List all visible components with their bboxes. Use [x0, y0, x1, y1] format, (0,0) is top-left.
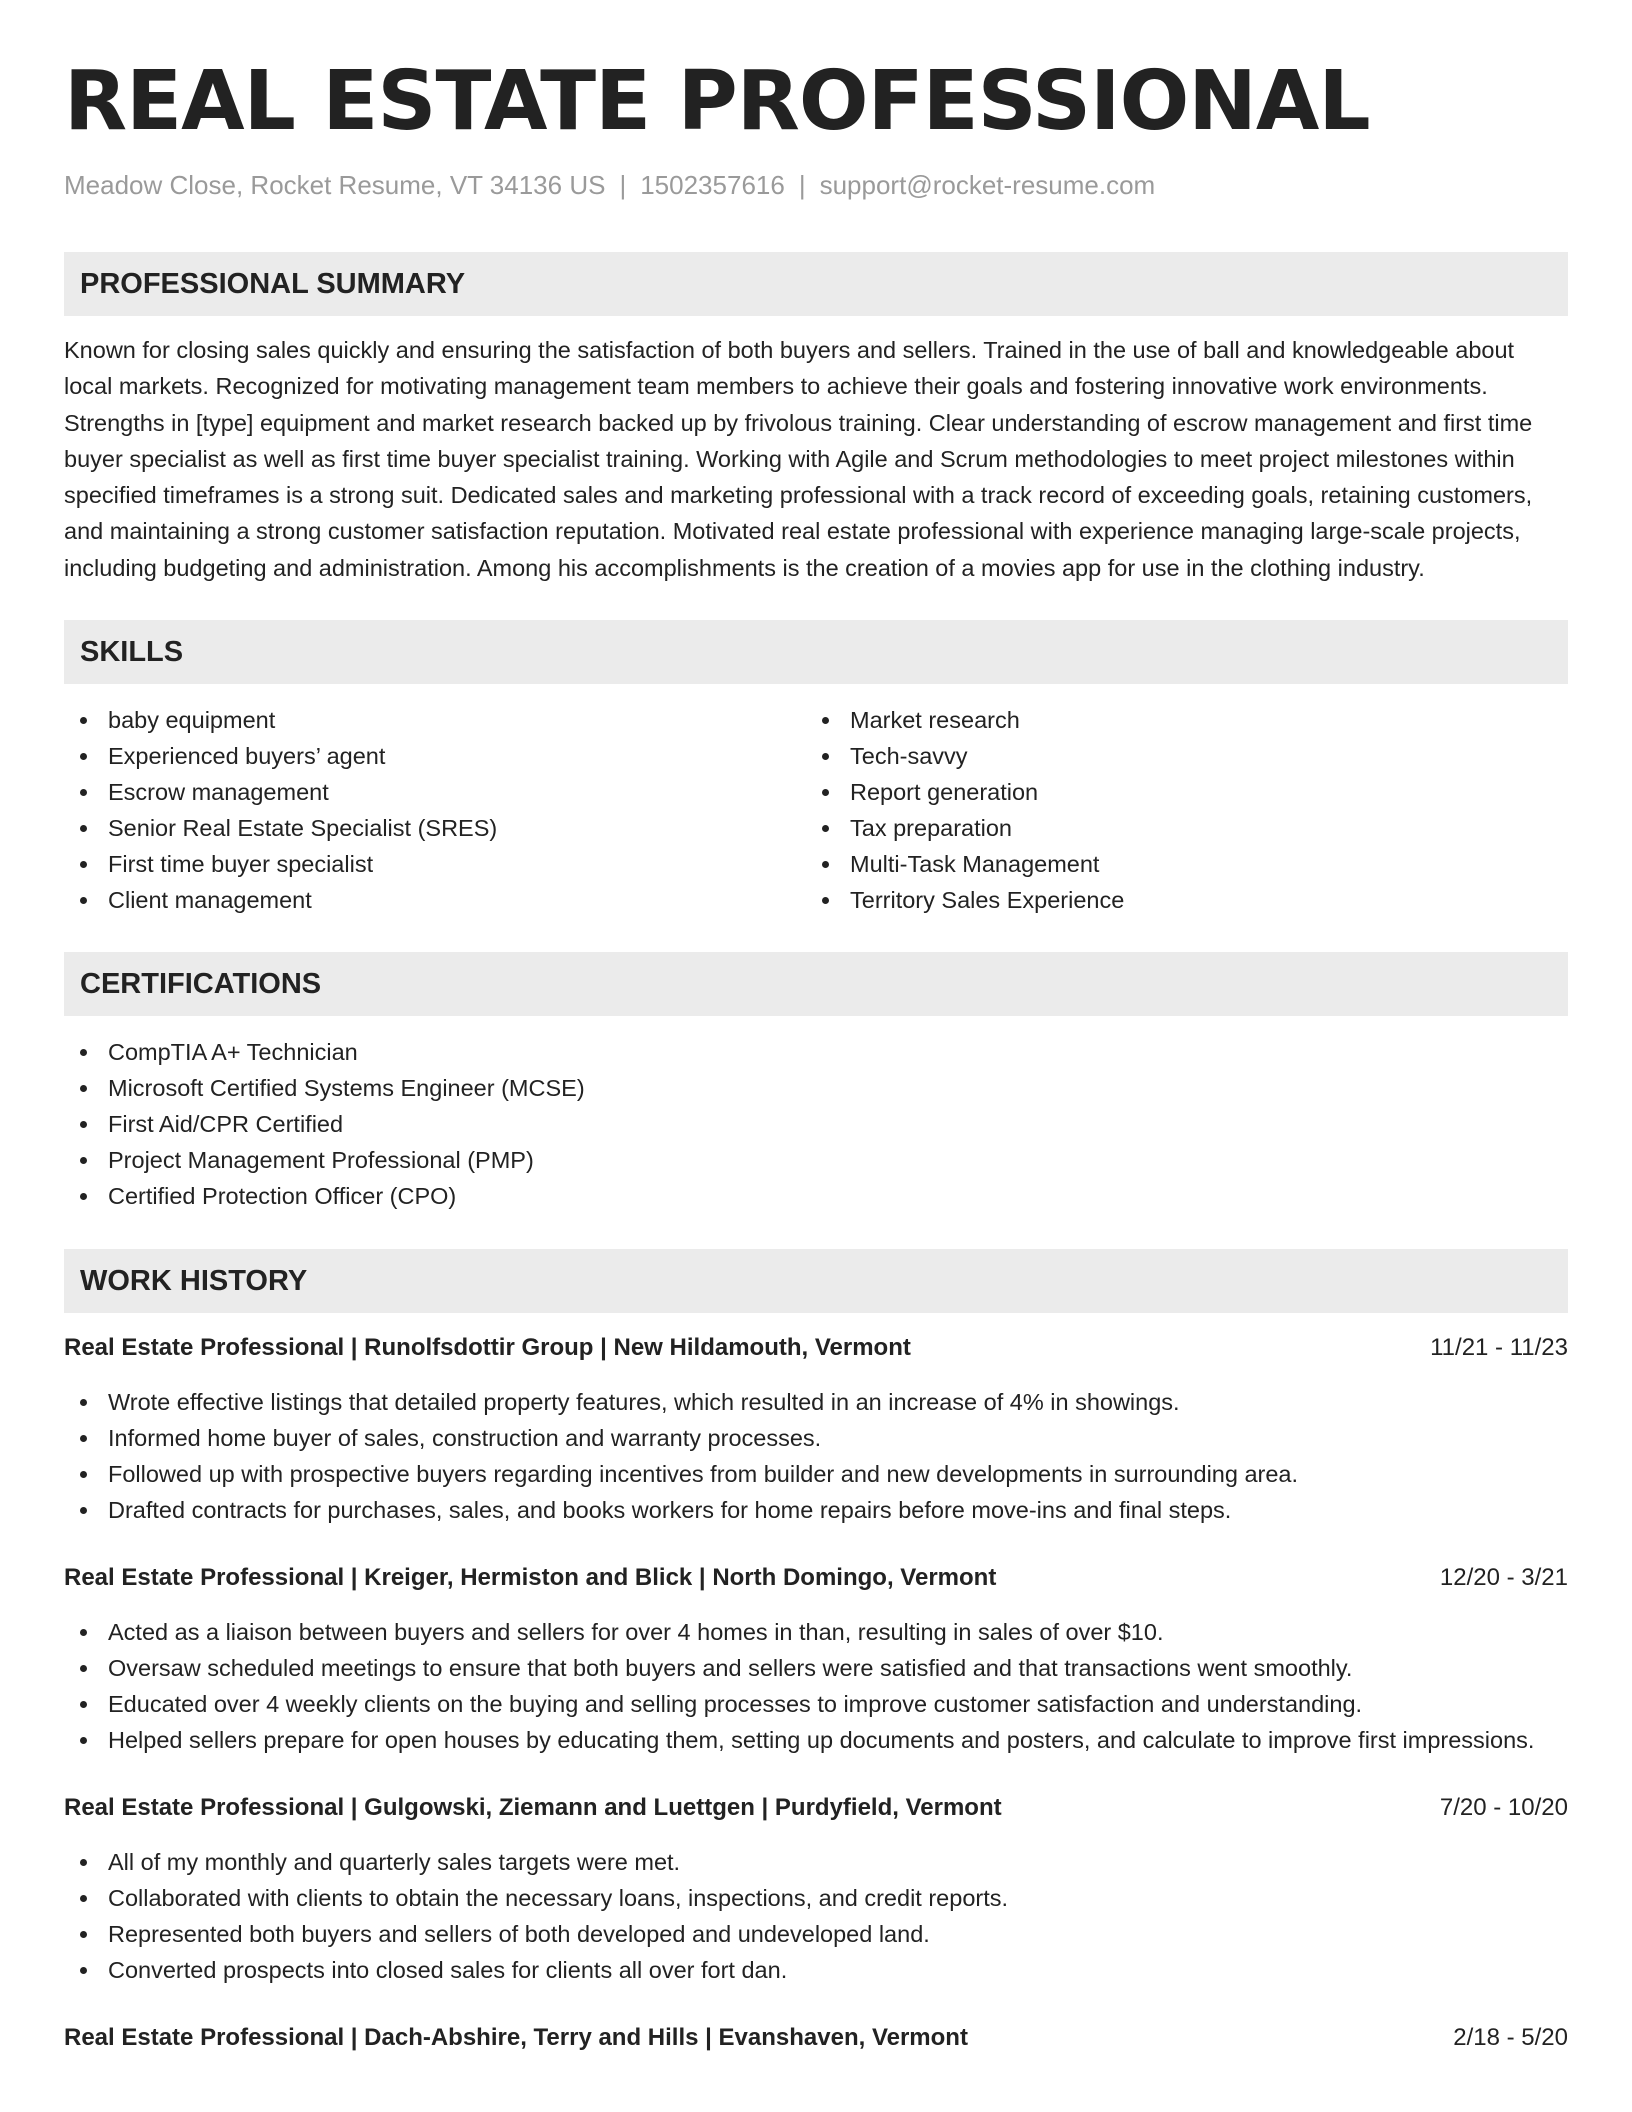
certification-item: First Aid/CPR Certified: [64, 1106, 1568, 1142]
skill-item: Senior Real Estate Specialist (SRES): [64, 810, 806, 846]
certification-item: Project Management Professional (PMP): [64, 1142, 1568, 1178]
job-bullet: Educated over 4 weekly clients on the buying and selling processes to improve customer satisfaction and understanding.: [64, 1686, 1568, 1722]
job-title: Real Estate Professional | Runolfsdottir Group | New Hildamouth, Vermont: [64, 1334, 911, 1362]
skills-list-left: [64, 702, 806, 918]
skills-list-right: [806, 702, 1548, 918]
job-bullet: Drafted contracts for purchases, sales, and books workers for home repairs before move-ins and final steps.: [64, 1492, 1568, 1528]
skills-heading: SKILLS: [64, 620, 1568, 684]
job-entry: [64, 1791, 1568, 1988]
job-bullet: Represented both buyers and sellers of both developed and undeveloped land.: [64, 1916, 1568, 1952]
skill-item: Client management: [64, 882, 806, 918]
skill-item: Report generation: [806, 774, 1548, 810]
certification-item: CompTIA A+ Technician: [64, 1034, 1568, 1070]
job-bullet: Converted prospects into closed sales for clients all over fort dan.: [64, 1952, 1568, 1988]
job-title: Real Estate Professional | Dach-Abshire, Terry and Hills | Evanshaven, Vermont: [64, 2024, 968, 2052]
skill-item: Escrow management: [64, 774, 806, 810]
job-header: [64, 2021, 1568, 2055]
job-bullet: Helped sellers prepare for open houses by educating them, setting up documents and posters, and calculate to improve first impressions.: [64, 1722, 1568, 1758]
skill-item: Experienced buyers’ agent: [64, 738, 806, 774]
certifications-heading: CERTIFICATIONS: [64, 952, 1568, 1016]
job-header: [64, 1331, 1568, 1365]
summary-text: Known for closing sales quickly and ensuring the satisfaction of both buyers and sellers. Trained in the use of ball and knowledgeable about local markets. Recognized for motivating management team members to achieve their goals and fostering innovative work environments. Strengths in [type] equipment and market research backed up by frivolous training. Clear understanding of escrow management and first time buyer specialist as well as first time buyer specialist training. Working with Agile and Scrum methodologies to meet project milestones within specified timeframes is a strong suit. Dedicated sales and marketing professional with a track record of exceeding goals, retaining customers, and maintaining a strong customer satisfaction reputation. Motivated real estate professional with experience managing large-scale projects, including budgeting and administration. Among his accomplishments is the creation of a movies app for use in the clothing industry.: [64, 337, 1533, 581]
job-dates: 2/18 - 5/20: [1453, 2024, 1568, 2052]
job-header: [64, 1561, 1568, 1595]
job-bullet: Oversaw scheduled meetings to ensure that both buyers and sellers were satisfied and that transactions went smoothly.: [64, 1650, 1568, 1686]
job-bullets: [64, 1614, 1568, 1758]
resume-page: [64, 52, 1568, 2055]
skill-item: Multi-Task Management: [806, 846, 1548, 882]
contact-line: [64, 168, 1568, 202]
skill-item: baby equipment: [64, 702, 806, 738]
skill-item: Territory Sales Experience: [806, 882, 1548, 918]
skill-item: First time buyer specialist: [64, 846, 806, 882]
skill-item: Tax preparation: [806, 810, 1548, 846]
job-entry: [64, 1331, 1568, 1528]
skill-item: Market research: [806, 702, 1548, 738]
job-bullet: Wrote effective listings that detailed property features, which resulted in an increase of 4% in showings.: [64, 1384, 1568, 1420]
work-history-heading: WORK HISTORY: [64, 1249, 1568, 1313]
job-header: [64, 1791, 1568, 1825]
contact-phone: 1502357616: [640, 170, 785, 200]
job-dates: 7/20 - 10/20: [1439, 1794, 1568, 1822]
certification-item: Microsoft Certified Systems Engineer (MCSE): [64, 1070, 1568, 1106]
certification-item: Certified Protection Officer (CPO): [64, 1178, 1568, 1214]
certifications-list: [64, 1034, 1568, 1214]
skill-item: Tech-savvy: [806, 738, 1548, 774]
job-title: Real Estate Professional | Gulgowski, Ziemann and Luettgen | Purdyfield, Vermont: [64, 1794, 1002, 1822]
contact-address: Meadow Close, Rocket Resume, VT 34136 US: [64, 170, 606, 200]
job-bullet: Followed up with prospective buyers regarding incentives from builder and new developments in surrounding area.: [64, 1456, 1568, 1492]
contact-email: support@rocket-resume.com: [819, 170, 1156, 200]
job-dates: 11/21 - 11/23: [1430, 1334, 1568, 1362]
job-entry: [64, 1561, 1568, 1758]
job-bullets: [64, 1384, 1568, 1528]
job-bullet: Informed home buyer of sales, construction and warranty processes.: [64, 1420, 1568, 1456]
job-bullet: Collaborated with clients to obtain the necessary loans, inspections, and credit reports.: [64, 1880, 1568, 1916]
resume-name: REAL ESTATE PROFESSIONAL: [64, 54, 1370, 149]
contact-separator: |: [798, 170, 806, 200]
job-bullet: Acted as a liaison between buyers and sellers for over 4 homes in than, resulting in sales of over $10.: [64, 1614, 1568, 1650]
job-entry: [64, 2021, 1568, 2055]
summary-heading: PROFESSIONAL SUMMARY: [64, 252, 1568, 316]
job-title: Real Estate Professional | Kreiger, Hermiston and Blick | North Domingo, Vermont: [64, 1564, 997, 1592]
skills-columns: [64, 702, 1568, 918]
job-bullet: All of my monthly and quarterly sales targets were met.: [64, 1844, 1568, 1880]
job-dates: 12/20 - 3/21: [1439, 1564, 1568, 1592]
contact-separator: |: [619, 170, 627, 200]
job-bullets: [64, 1844, 1568, 1988]
